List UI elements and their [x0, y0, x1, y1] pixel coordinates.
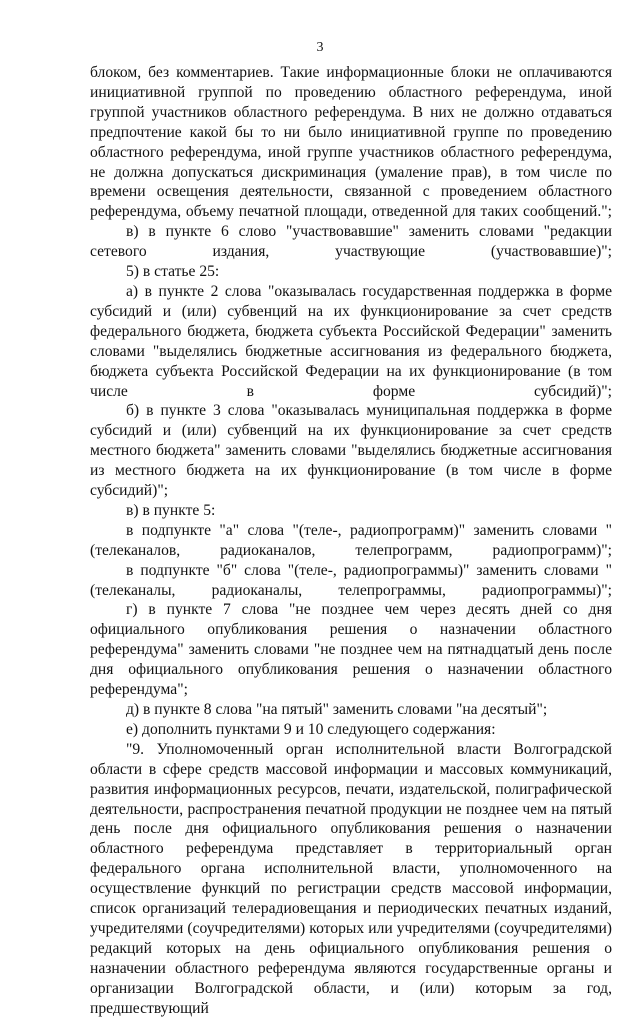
paragraph-5: б) в пункте 3 слова "оказывалась муниципальная поддержка в форме субсидий и (или) субвенций на их функционирование за счет средств местного бюджета" заменить словами "выделялись бюджетные ассигнования из местного бюджета на их функционирование (в том числе в форме субсидий)"; — [90, 402, 612, 500]
page-number: 3 — [316, 40, 324, 55]
paragraph-9: г) в пункте 7 слова "не позднее чем через десять дней со дня официального опубликования решения о назначении областного референдума" заменить словами "не позднее чем на пятнадцатый день после дня официального опубликования решения о назначении областного референдума"; — [90, 601, 612, 699]
document-body — [90, 63, 612, 1019]
paragraph-10: д) в пункте 8 слова "на пятый" заменить словами "на десятый"; — [126, 701, 548, 718]
paragraph-4: а) в пункте 2 слова "оказывалась государственная поддержка в форме субсидий и (или) субвенций на их функционирование за счет средств федерального бюджета, бюджета субъекта Российской Федерации" заменить словами "выделялись бюджетные ассигнования из федерального бюджета, бюджета субъекта Российской Федерации на их функционирование (в том числе в форме субсидий)"; — [90, 282, 612, 400]
paragraph-3: 5) в статье 25: — [126, 263, 220, 281]
paragraph-8: в подпункте "б" слова "(теле-, радиопрограммы)" заменить словами "(телеканалы, радиоканалы, телепрограммы, радиопрограммы)"; — [90, 561, 612, 599]
paragraph-11: е) дополнить пунктами 9 и 10 следующего содержания: — [126, 720, 496, 738]
paragraph-6: в) в пункте 5: — [126, 501, 216, 519]
paragraph-1: блоком, без комментариев. Такие информационные блоки не оплачиваются инициативной группой по проведению областного референдума, иной группой участников областного референдума. В них не должно отдаваться предпочтение какой бы то ни было инициативной группе по проведению областного референдума, иной группе участников областного референдума, не должна допускаться дискриминация (умаление прав), в том числе по времени освещения деятельности, связанной с проведением областного референдума, объему печатной площади, отведенной для таких сообщений."; — [90, 64, 612, 221]
paragraph-12: "9. Уполномоченный орган исполнительной власти Волгоградской области в сфере средств массовой информации и массовых коммуникаций, развития информационных ресурсов, печати, издательской, полиграфической деятельности, распространения печатной продукции не позднее чем на пятый день после дня официального опубликования решения о назначении областного референдума представляет в территориальный орган федерального органа исполнительной власти, уполномоченного на осуществление функций по регистрации средств массовой информации, список организаций телерадиовещания и периодических печатных изданий, учредителями (соучредителями) которых или учредителями (соучредителями) редакций которых на день официального опубликования решения о назначении областного референдума являются государственные органы и организации Волгоградской области, и (или) которым за год, предшествующий — [90, 740, 612, 1017]
paragraph-7: в подпункте "а" слова "(теле-, радиопрограмм)" заменить словами "(телеканалов, радиоканалов, телепрограмм, радиопрограмм)"; — [90, 521, 612, 559]
paragraph-2: в) в пункте 6 слово "участвовавшие" заменить словами "редакции сетевого издания, участвующие (участвовавшие)"; — [90, 223, 612, 261]
